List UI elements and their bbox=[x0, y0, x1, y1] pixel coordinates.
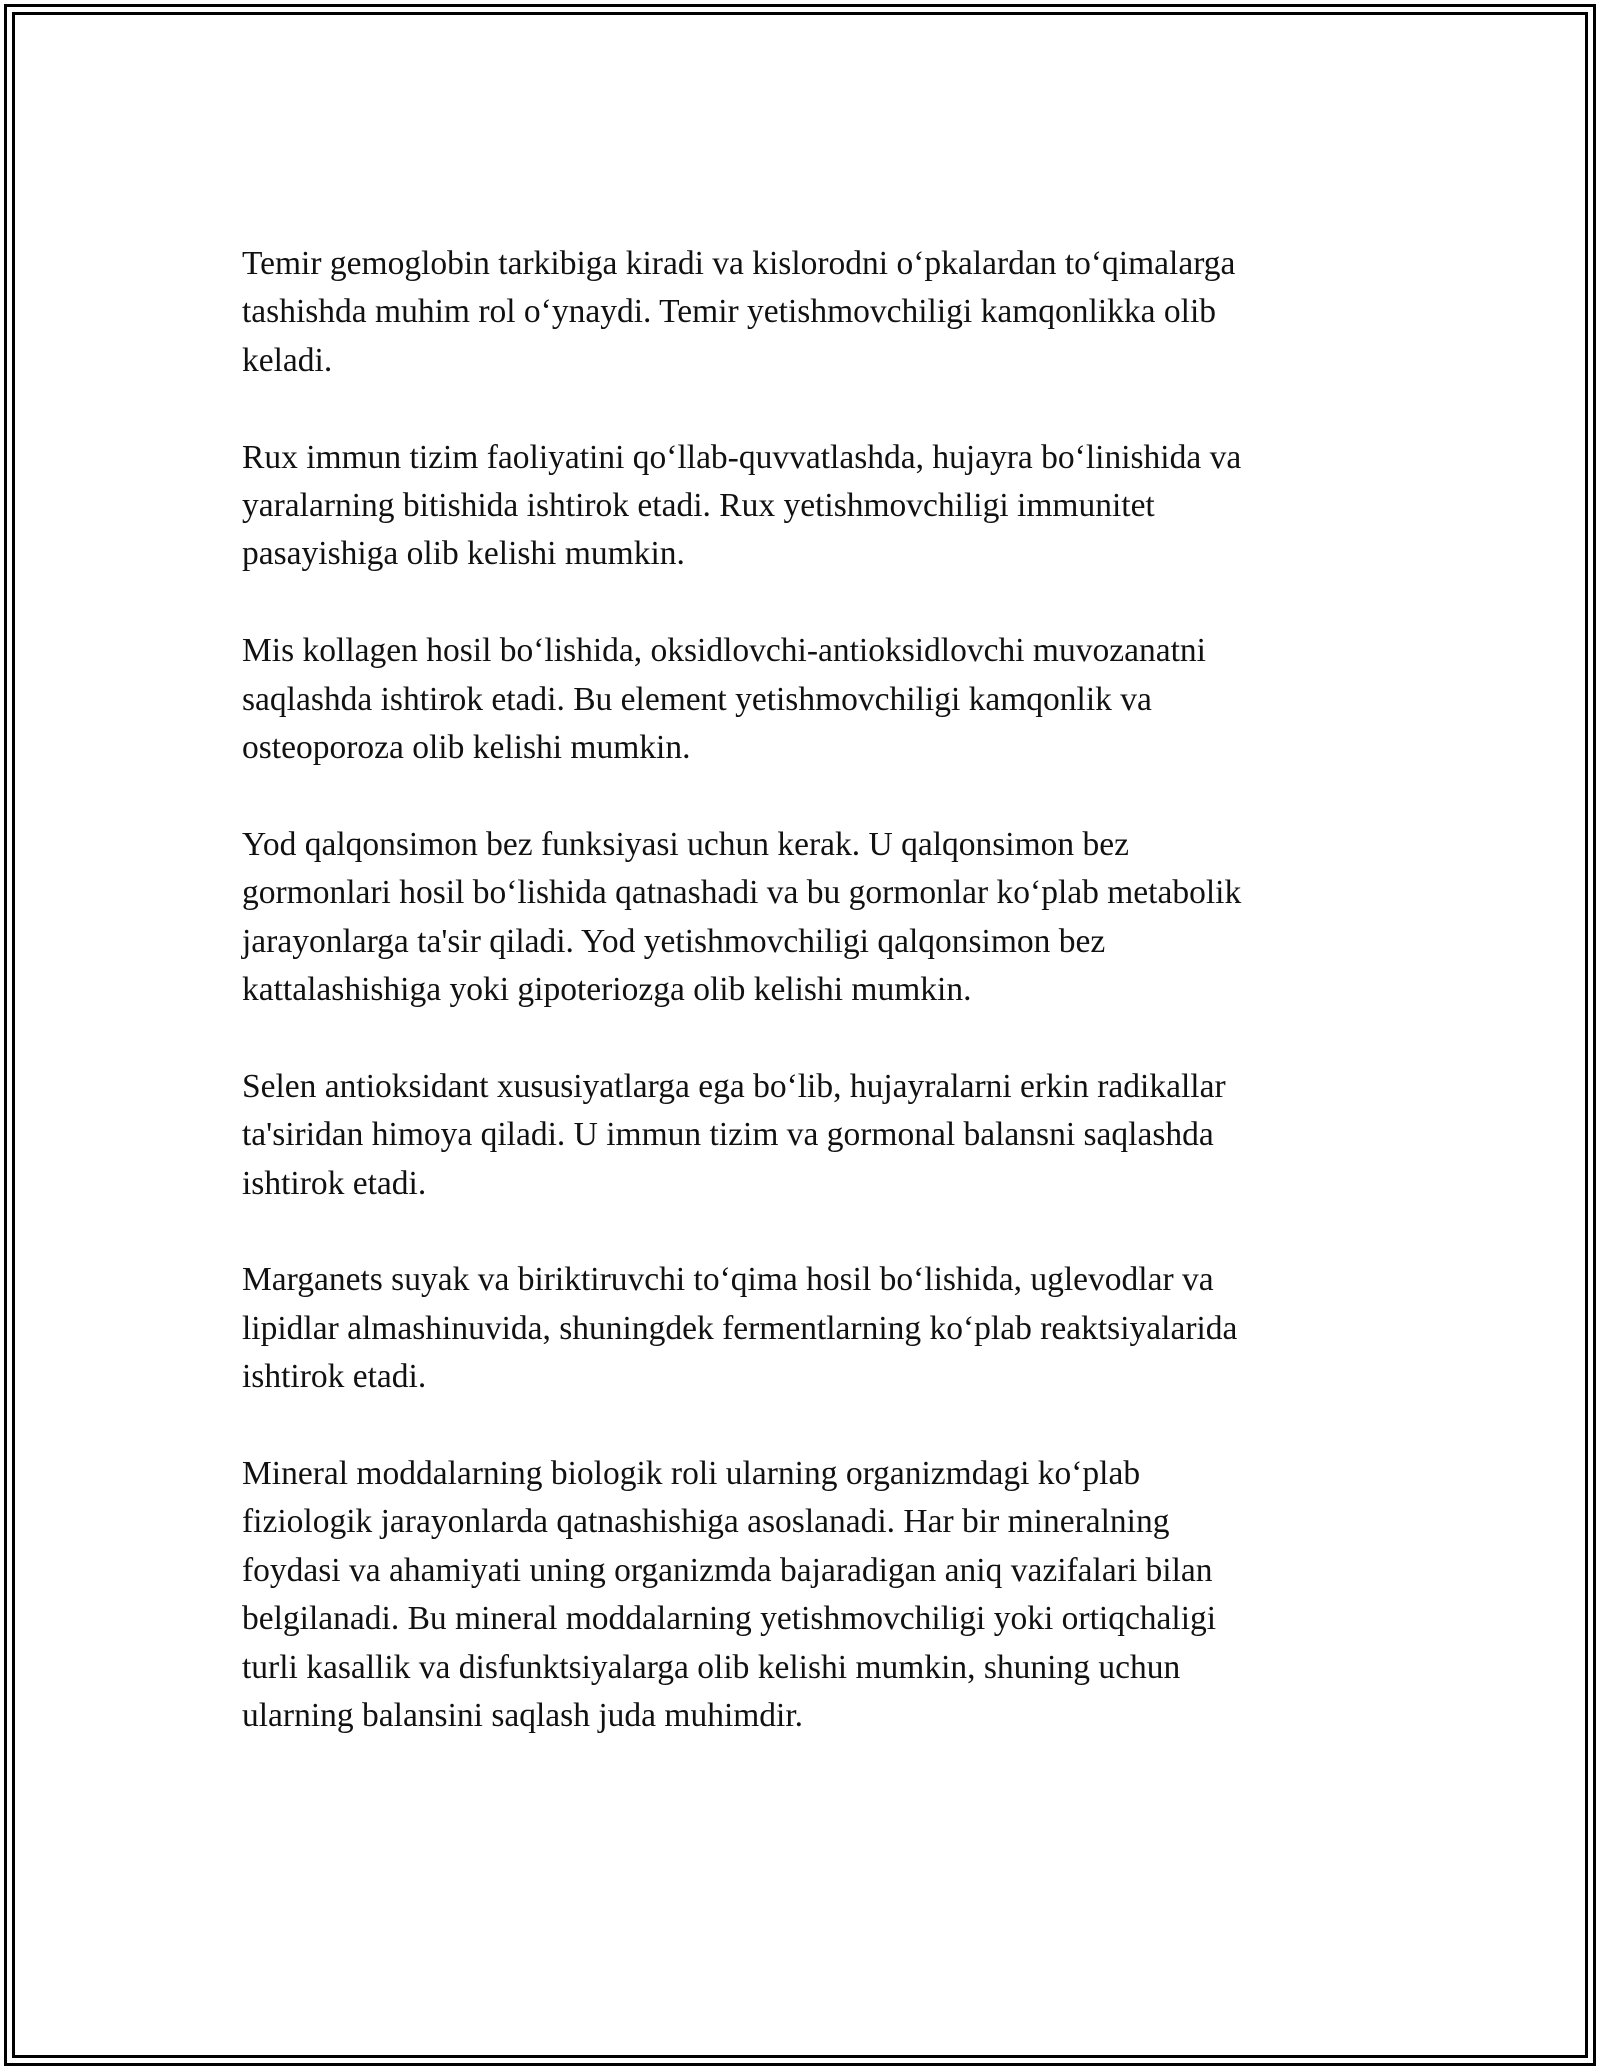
text-line: ularning balansini saqlash juda muhimdir. bbox=[242, 1697, 804, 1735]
paragraph-iodine bbox=[242, 821, 1352, 1015]
text-line: Rux immun tizim faoliyatini qo‘llab-quvvatlashda, hujayra bo‘linishida va bbox=[242, 438, 1242, 476]
text-line: Yod qalqonsimon bez funksiyasi uchun kerak. U qalqonsimon bez bbox=[242, 825, 1130, 863]
text-line: belgilanadi. Bu mineral moddalarning yetishmovchiligi yoki ortiqchaligi bbox=[242, 1600, 1217, 1638]
paragraph-selenium bbox=[242, 1063, 1352, 1208]
text-line: Mis kollagen hosil bo‘lishida, oksidlovchi-antioksidlovchi muvozanatni bbox=[242, 632, 1206, 670]
text-line: tashishda muhim rol o‘ynaydi. Temir yetishmovchiligi kamqonlikka olib bbox=[242, 293, 1217, 331]
text-line: Marganets suyak va biriktiruvchi to‘qima hosil bo‘lishida, uglevodlar va bbox=[242, 1261, 1214, 1299]
text-line: fiziologik jarayonlarda qatnashishiga asoslanadi. Har bir mineralning bbox=[242, 1503, 1170, 1541]
text-line: ishtirok etadi. bbox=[242, 1358, 427, 1396]
paragraph-copper bbox=[242, 627, 1352, 772]
text-line: turli kasallik va disfunktsiyalarga olib kelishi mumkin, shuning uchun bbox=[242, 1648, 1181, 1686]
text-line: lipidlar almashinuvida, shuningdek fermentlarning ko‘plab reaktsiyalarida bbox=[242, 1309, 1238, 1347]
text-line: jarayonlarga ta'sir qiladi. Yod yetishmovchiligi qalqonsimon bez bbox=[242, 922, 1106, 960]
text-line: pasayishiga olib kelishi mumkin. bbox=[242, 535, 685, 573]
text-line: keladi. bbox=[242, 341, 333, 379]
paragraph-manganese bbox=[242, 1256, 1352, 1401]
text-line: ishtirok etadi. bbox=[242, 1164, 427, 1202]
text-line: foydasi va ahamiyati uning organizmda bajaradigan aniq vazifalari bilan bbox=[242, 1551, 1213, 1589]
text-line: yaralarning bitishida ishtirok etadi. Rux yetishmovchiligi immunitet bbox=[242, 487, 1155, 525]
document-page bbox=[4, 4, 1596, 2066]
paragraph-minerals-summary bbox=[242, 1450, 1352, 1740]
text-line: kattalashishiga yoki gipoteriozga olib kelishi mumkin. bbox=[242, 971, 972, 1009]
text-line: Selen antioksidant xususiyatlarga ega bo‘lib, hujayralarni erkin radikallar bbox=[242, 1067, 1226, 1105]
paragraph-iron bbox=[242, 240, 1352, 385]
text-line: saqlashda ishtirok etadi. Bu element yetishmovchiligi kamqonlik va bbox=[242, 680, 1152, 718]
text-line: Mineral moddalarning biologik roli ularning organizmdagi ko‘plab bbox=[242, 1455, 1141, 1493]
text-line: Temir gemoglobin tarkibiga kiradi va kislorodni o‘pkalardan to‘qimalarga bbox=[242, 245, 1236, 282]
text-line: ta'siridan himoya qiladi. U immun tizim va gormonal balansni saqlashda bbox=[242, 1116, 1214, 1154]
text-line: gormonlari hosil bo‘lishida qatnashadi va bu gormonlar ko‘plab metabolik bbox=[242, 874, 1242, 912]
paragraph-zinc bbox=[242, 434, 1352, 579]
text-line: osteoporoza olib kelishi mumkin. bbox=[242, 729, 691, 767]
document-body bbox=[242, 240, 1352, 1789]
